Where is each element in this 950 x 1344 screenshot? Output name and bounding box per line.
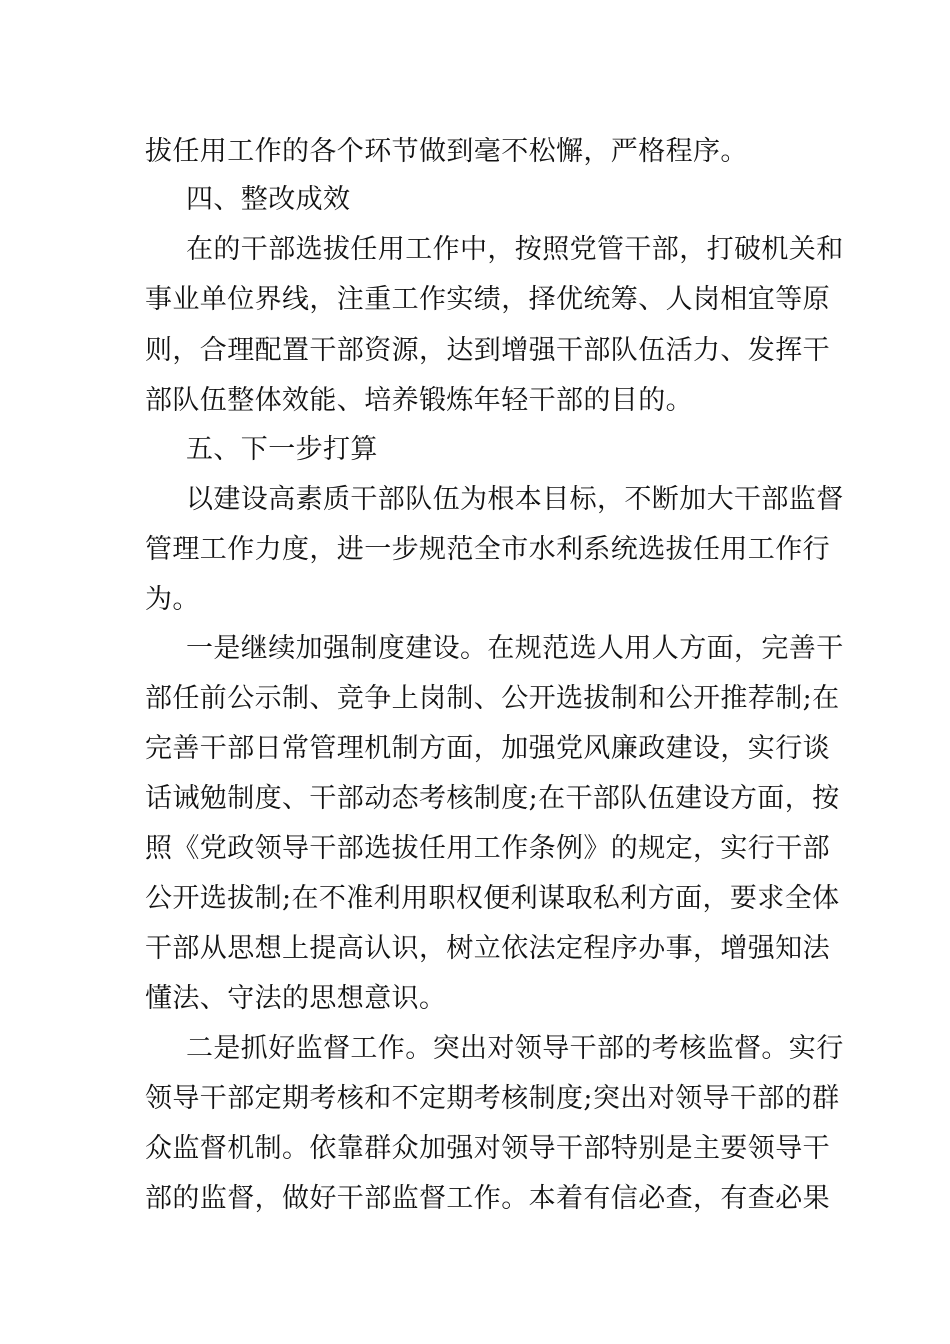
text-line: 话诫勉制度、干部动态考核制度;在干部队伍建设方面，按 (145, 783, 840, 814)
section-heading: 四、整改成效 (186, 184, 351, 215)
text-line: 公开选拔制;在不准利用职权便利谋取私利方面，要求全体 (145, 883, 840, 914)
text-line: 完善干部日常管理机制方面，加强党风廉政建设，实行谈 (145, 733, 830, 764)
text-line: 众监督机制。依靠群众加强对领导干部特别是主要领导干 (145, 1133, 830, 1164)
section-heading: 五、下一步打算 (186, 434, 378, 465)
text-line: 懂法、守法的思想意识。 (145, 983, 447, 1014)
text-line: 事业单位界线，注重工作实绩，择优统筹、人岗相宜等原 (145, 284, 830, 315)
text-line: 拔任用工作的各个环节做到毫不松懈，严格程序。 (145, 136, 748, 167)
text-line: 在的干部选拔任用工作中，按照党管干部，打破机关和 (186, 234, 844, 265)
text-line: 二是抓好监督工作。突出对领导干部的考核监督。实行 (186, 1033, 844, 1064)
text-line: 为。 (145, 584, 200, 615)
text-line: 部队伍整体效能、培养锻炼年轻干部的目的。 (145, 385, 693, 416)
text-line: 部的监督，做好干部监督工作。本着有信必查，有查必果 (145, 1183, 830, 1214)
text-line: 领导干部定期考核和不定期考核制度;突出对领导干部的群 (145, 1083, 840, 1114)
text-line: 管理工作力度，进一步规范全市水利系统选拔任用工作行 (145, 534, 830, 565)
text-line: 干部从思想上提高认识，树立依法定程序办事，增强知法 (145, 933, 830, 964)
text-line: 以建设高素质干部队伍为根本目标，不断加大干部监督 (186, 484, 844, 515)
text-line: 照《党政领导干部选拔任用工作条例》的规定，实行干部 (145, 833, 830, 864)
text-line: 部任前公示制、竞争上岗制、公开选拔制和公开推荐制;在 (145, 683, 840, 714)
text-line: 一是继续加强制度建设。在规范选人用人方面，完善干 (186, 633, 844, 664)
text-line: 则，合理配置干部资源，达到增强干部队伍活力、发挥干 (145, 335, 830, 366)
